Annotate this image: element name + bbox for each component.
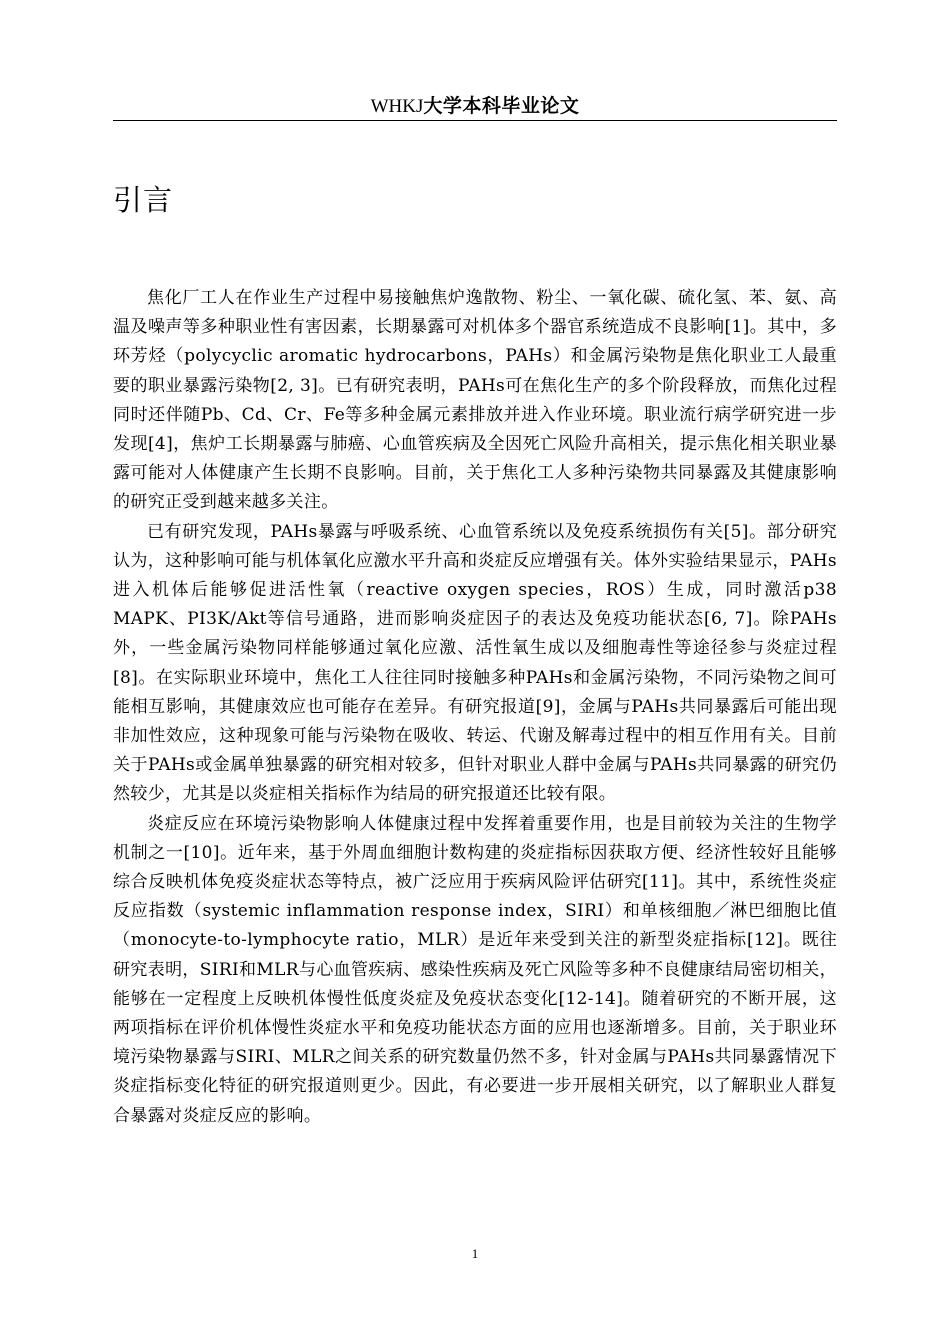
header-title: 大学本科毕业论文 xyxy=(423,95,580,117)
paragraph-2: 已有研究发现，PAHs暴露与呼吸系统、心血管系统以及免疫系统损伤有关[5]。部分研究认为，这种影响可能与机体氧化应激水平升高和炎症反应增强有关。体外实验结果显示，PAHs进入机体后能够促进活性氧（reactive oxygen species，ROS）生成，同时激活p38 MAPK、PI3K/Akt等信号通路，进而影响炎症因子的表达及免疫功能状态[6, 7]。除PAHs外，一些金属污染物同样能够通过氧化应激、活性氧生成以及细胞毒性等途径参与炎症过程[8]。在实际职业环境中，焦化工人往往同时接触多种PAHs和金属污染物，不同污染物之间可能相互影响，其健康效应也可能存在差异。有研究报道[9]，金属与PAHs共同暴露后可能出现非加性效应，这种现象可能与污染物在吸收、转运、代谢及解毒过程中的相互作用有关。目前关于PAHs或金属单独暴露的研究相对较多，但针对职业人群中金属与PAHs共同暴露的研究仍然较少，尤其是以炎症相关指标作为结局的研究报道还比较有限。 xyxy=(113,521,837,805)
page-number: 1 xyxy=(471,1246,479,1261)
paragraph-3: 炎症反应在环境污染物影响人体健康过程中发挥着重要作用，也是目前较为关注的生物学机制之一[10]。近年来，基于外周血细胞计数构建的炎症指标因获取方便、经济性较好且能够综合反映机体免疫炎症状态等特点，被广泛应用于疾病风险评估研究[11]。其中，系统性炎症反应指数（systemic inflammation response index，SIRI）和单核细胞／淋巴细胞比值（monocyte-to-lymphocyte ratio，MLR）是近年来受到关注的新型炎症指标[12]。既往研究表明，SIRI和MLR与心血管疾病、感染性疾病及死亡风险等多种不良健康结局密切相关，能够在一定程度上反映机体慢性低度炎症及免疫状态变化[12-14]。随着研究的不断开展，这两项指标在评价机体慢性炎症水平和免疫功能状态方面的应用也逐渐增多。目前，关于职业环境污染物暴露与SIRI、MLR之间关系的研究数量仍然不多，针对金属与PAHs共同暴露情况下炎症指标变化特征的研究报道则更少。因此，有必要进一步开展相关研究，以了解职业人群复合暴露对炎症反应的影响。 xyxy=(113,813,837,1126)
body-text xyxy=(113,284,837,1131)
paragraph-1: 焦化厂工人在作业生产过程中易接触焦炉逸散物、粉尘、一氧化碳、硫化氢、苯、氨、高温及噪声等多种职业性有害因素，长期暴露可对机体多个器官系统造成不良影响[1]。其中，多环芳烃（polycyclic aromatic hydrocarbons，PAHs）和金属污染物是焦化职业工人最重要的职业暴露污染物[2, 3]。已有研究表明，PAHs可在焦化生产的多个阶段释放，而焦化过程同时还伴随Pb、Cd、Cr、Fe等多种金属元素排放并进入作业环境。职业流行病学研究进一步发现[4]，焦炉工长期暴露与肺癌、心血管疾病及全因死亡风险升高相关，提示焦化相关职业暴露可能对人体健康产生长期不良影响。目前，关于焦化工人多种污染物共同暴露及其健康影响的研究正受到越来越多关注。 xyxy=(113,288,837,513)
section-title: 引言 xyxy=(113,183,174,217)
header-prefix: WHKJ xyxy=(370,96,424,117)
header-rule xyxy=(113,120,837,121)
page-header xyxy=(113,93,837,120)
